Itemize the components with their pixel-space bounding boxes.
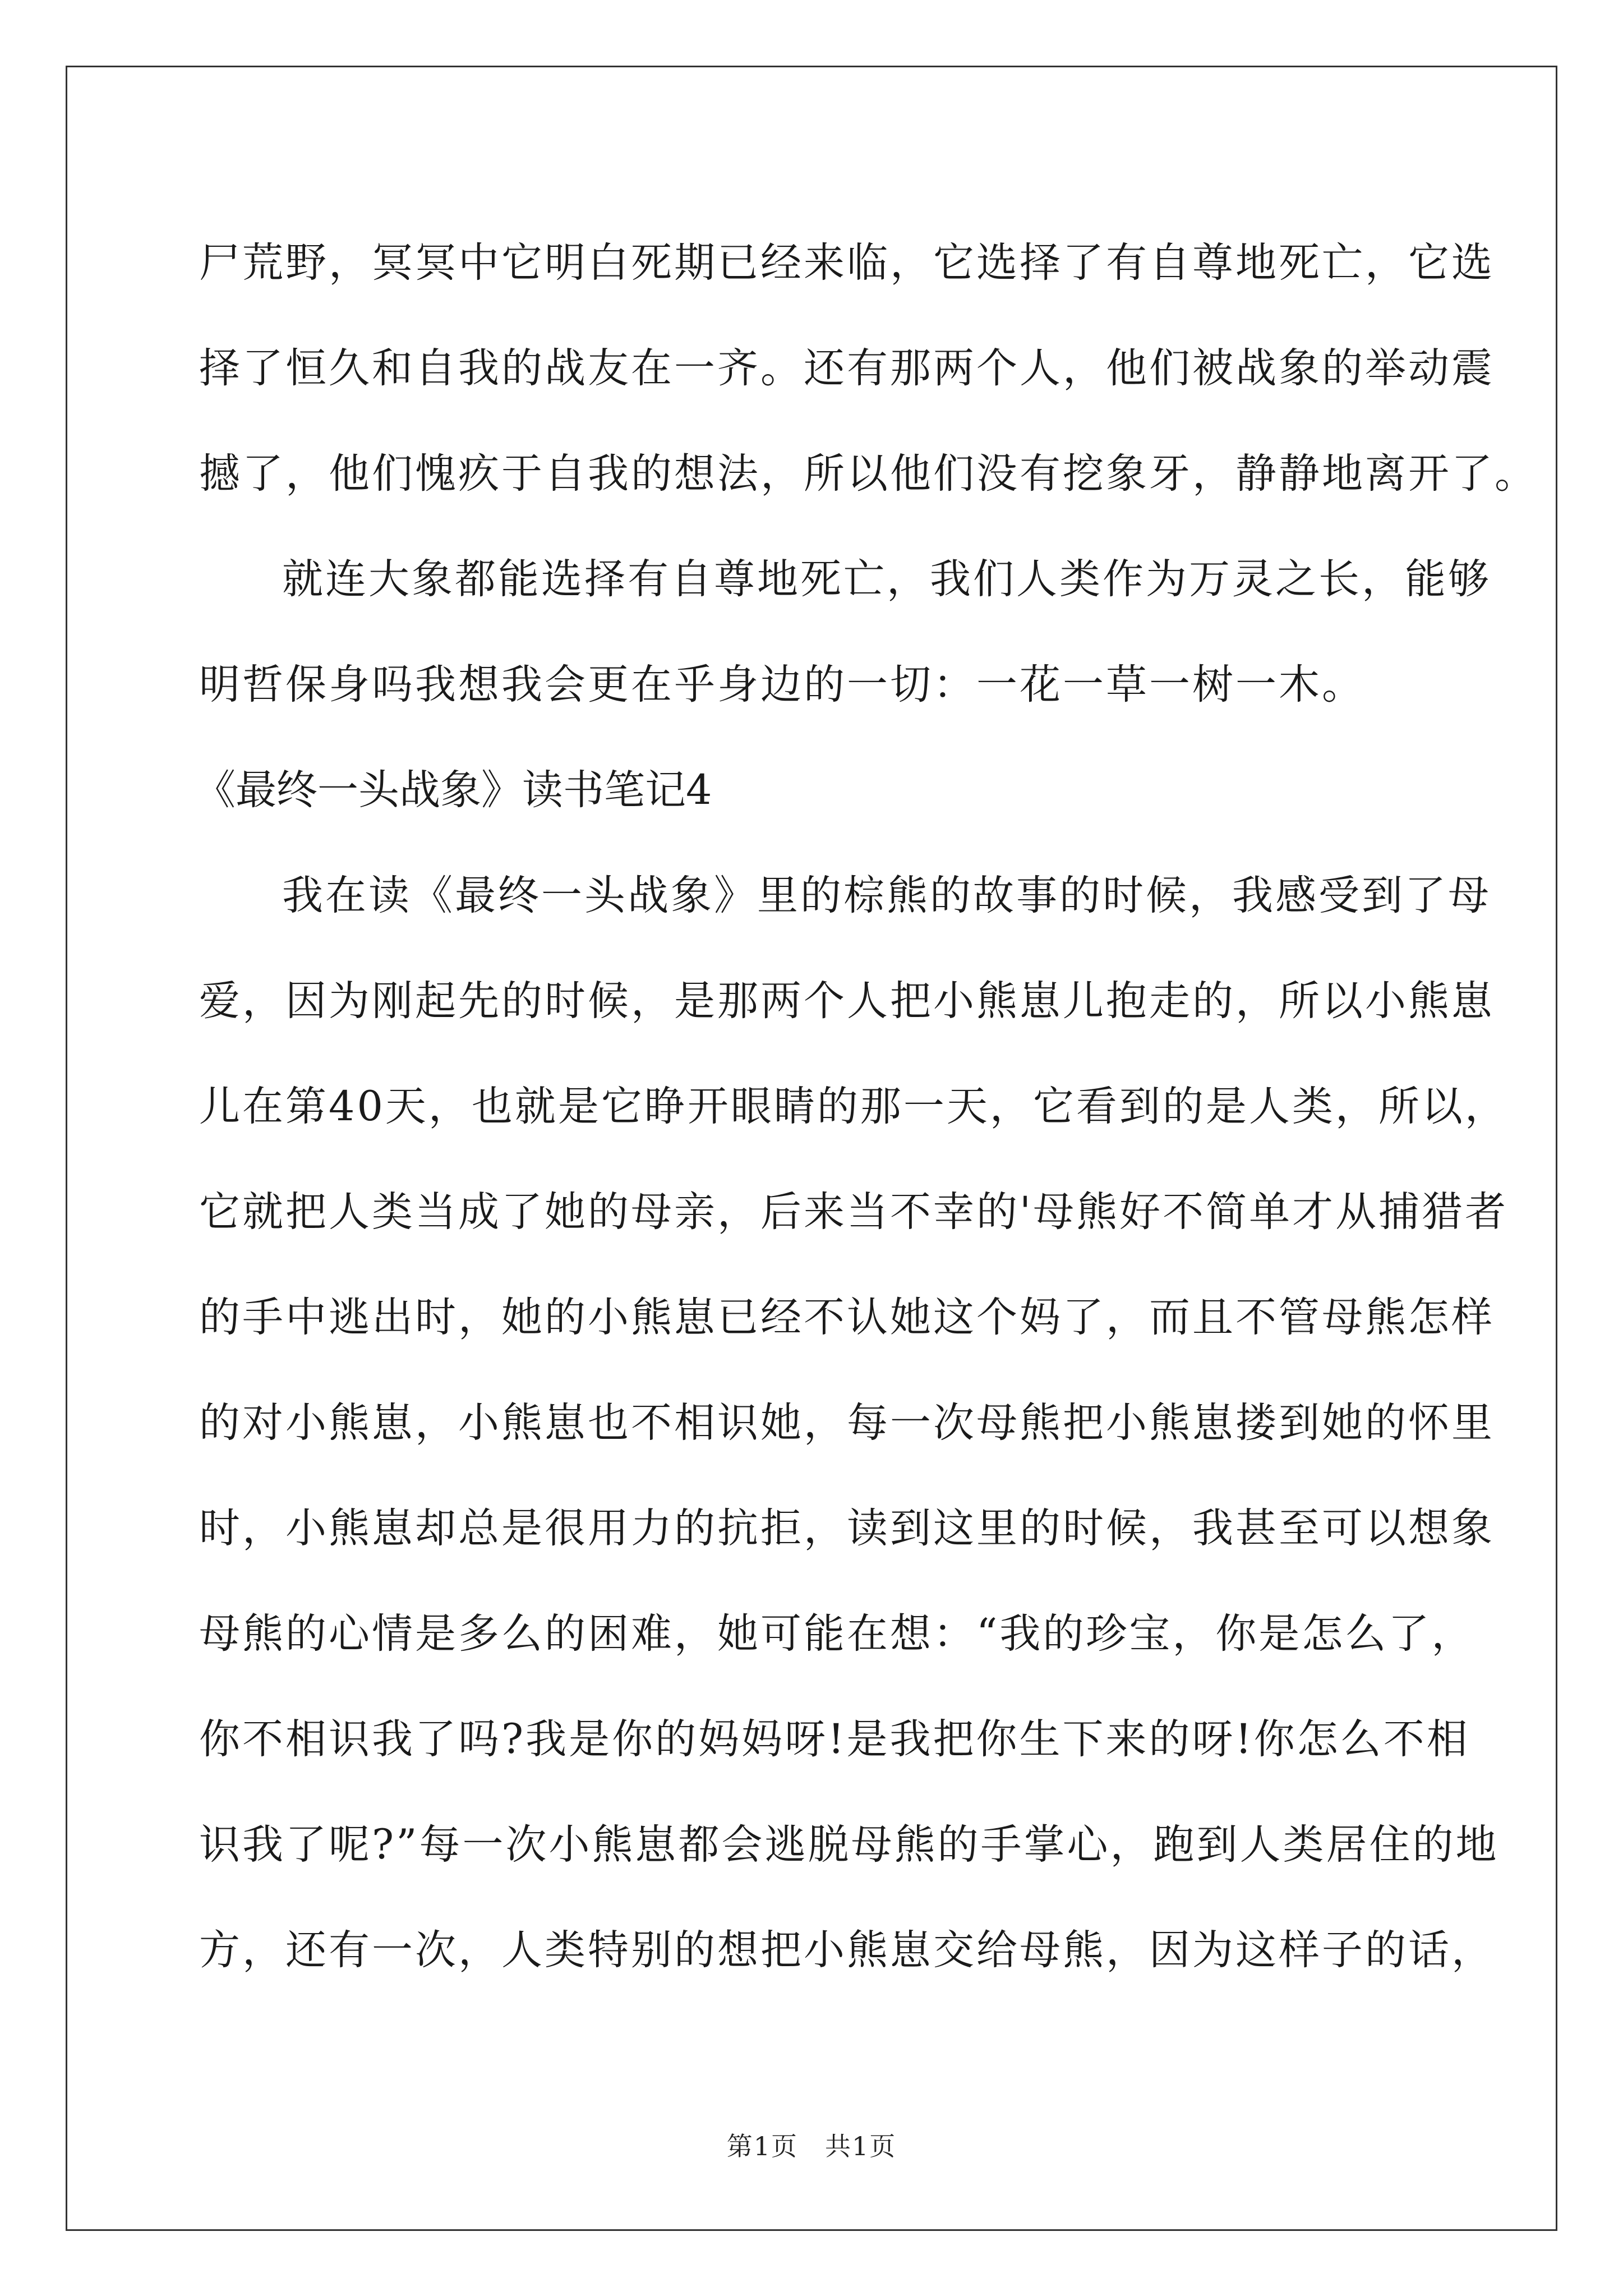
text-line: 时，小熊崽却总是很用力的抗拒，读到这里的时候，我甚至可以想象 (199, 1504, 1495, 1552)
text-line: 你不相识我了吗?我是你的妈妈呀!是我把你生下来的呀!你怎么不相 (199, 1715, 1470, 1763)
text-line: 的手中逃出时，她的小熊崽已经不认她这个妈了，而且不管母熊怎样 (199, 1294, 1495, 1341)
text-line: 我在读《最终一头战象》里的棕熊的故事的时候，我感受到了母 (282, 872, 1491, 919)
text-line: 母熊的心情是多么的困难，她可能在想：“我的珍宝，你是怎么了， (199, 1610, 1475, 1658)
section-heading: 《最终一头战象》读书笔记4 (195, 766, 712, 814)
text-line: 的对小熊崽，小熊崽也不相识她，每一次母熊把小熊崽搂到她的怀里 (199, 1399, 1495, 1447)
text-line: 儿在第40天，也就是它睁开眼睛的那一天，它看到的是人类，所以， (199, 1083, 1508, 1130)
text-line: 它就把人类当成了她的母亲，后来当不幸的'母熊好不简单才从捕猎者 (199, 1188, 1509, 1236)
text-line: 方，还有一次，人类特别的想把小熊崽交给母熊，因为这样子的话， (199, 1926, 1495, 1974)
text-line: 爱，因为刚起先的时候，是那两个人把小熊崽儿抱走的，所以小熊崽 (199, 977, 1495, 1025)
text-line: 尸荒野，冥冥中它明白死期已经来临，它选择了有自尊地死亡，它选 (199, 239, 1495, 287)
text-line: 识我了呢?”每一次小熊崽都会逃脱母熊的手掌心，跑到人类居住的地 (199, 1821, 1499, 1869)
text-line: 就连大象都能选择有自尊地死亡，我们人类作为万灵之长，能够 (282, 555, 1491, 603)
page-number-footer: 第1页 共1页 (726, 2131, 897, 2161)
document-body (195, 210, 1538, 2003)
text-line: 明哲保身吗我想我会更在乎身边的一切：一花一草一树一木。 (199, 661, 1365, 708)
text-line: 择了恒久和自我的战友在一齐。还有那两个人，他们被战象的举动震 (199, 344, 1495, 392)
text-line: 撼了，他们愧疚于自我的想法，所以他们没有挖象牙，静静地离开了。 (199, 450, 1538, 498)
